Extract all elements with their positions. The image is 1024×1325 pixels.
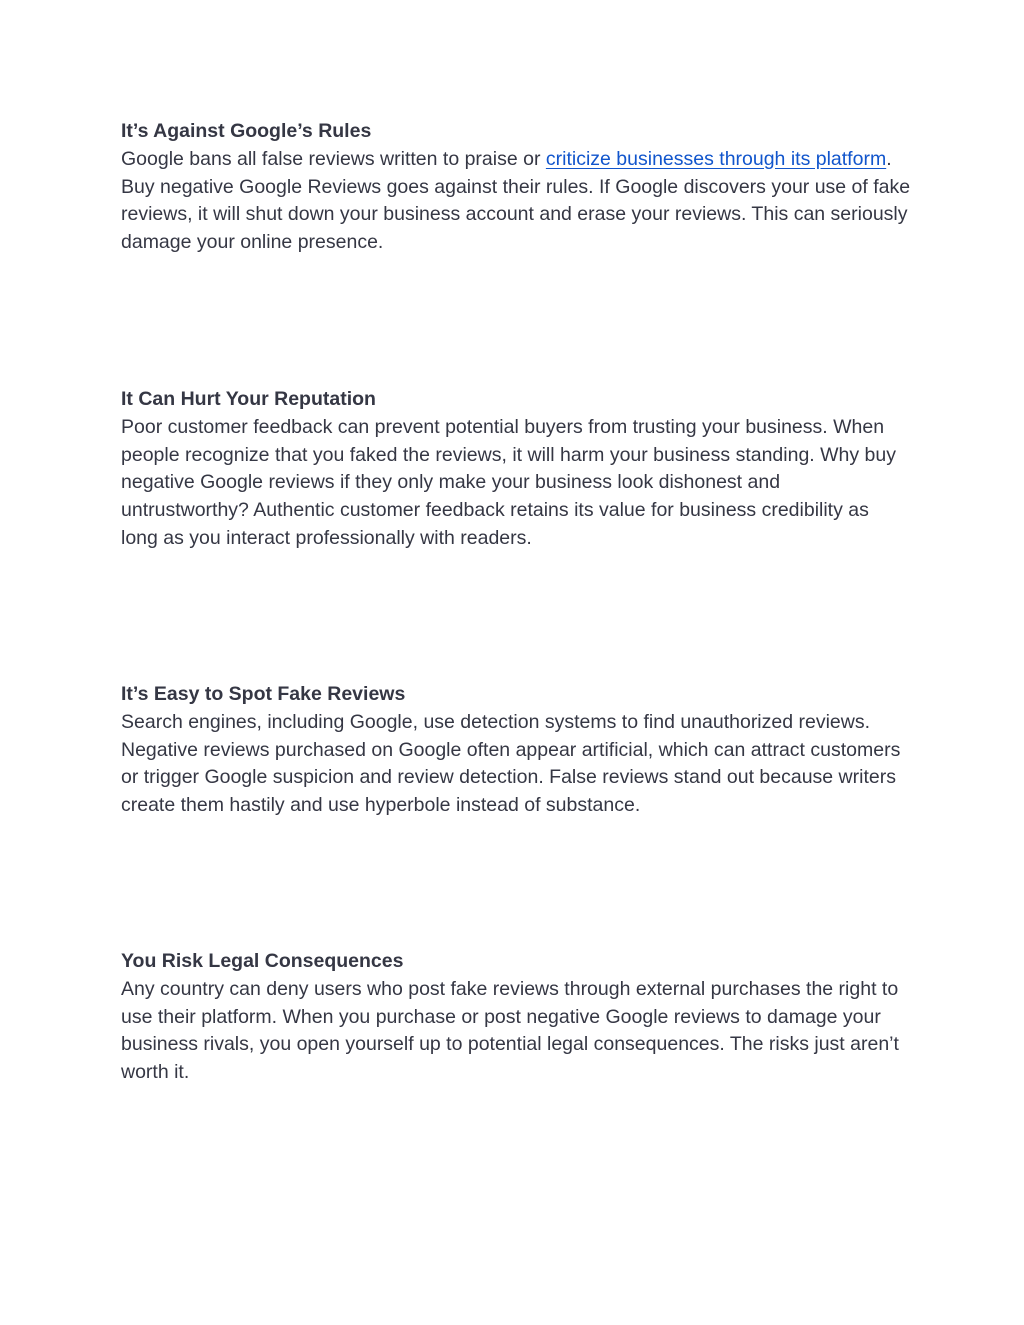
- body-text-after-link: . Buy negative Google Reviews goes against their rules. If Google discovers your use of fake reviews, it will shut down your business account and erase your reviews. This can seriously damage your online presence.: [121, 147, 911, 254]
- section-heading: You Risk Legal Consequences: [121, 950, 404, 972]
- section-body: Any country can deny users who post fake reviews through external purchases the right to use their platform. When you purchase or post negative Google reviews to damage your business rivals, you open yourself up to potential legal consequences. The risks just aren’t worth it.: [121, 977, 899, 1084]
- section-heading: It’s Easy to Spot Fake Reviews: [121, 683, 406, 705]
- section-body: Poor customer feedback can prevent potential buyers from trusting your business. When people recognize that you faked the reviews, it will harm your business standing. Why buy negative Google reviews if they only make your business look dishonest and untrustworthy? Authentic customer feedback retains its value for business credibility as long as you interact professionally with readers.: [121, 415, 896, 549]
- section-body: Search engines, including Google, use detection systems to find unauthorized reviews. Negative reviews purchased on Google often appear artificial, which can attract customers or trigger Google suspicion and review detection. False reviews stand out because writers create them hastily and use hyperbole instead of substance.: [121, 710, 901, 817]
- section-body: [121, 146, 911, 257]
- section-heading: It’s Against Google’s Rules: [121, 120, 372, 142]
- section-spot-fake-reviews: [121, 681, 911, 820]
- body-text-before-link: Google bans all false reviews written to praise or: [121, 147, 546, 170]
- criticize-businesses-link[interactable]: criticize businesses through its platform: [545, 147, 887, 170]
- section-heading: It Can Hurt Your Reputation: [121, 388, 376, 410]
- section-hurt-reputation: [121, 386, 911, 553]
- section-against-googles-rules: [121, 118, 911, 257]
- section-legal-consequences: [121, 948, 911, 1087]
